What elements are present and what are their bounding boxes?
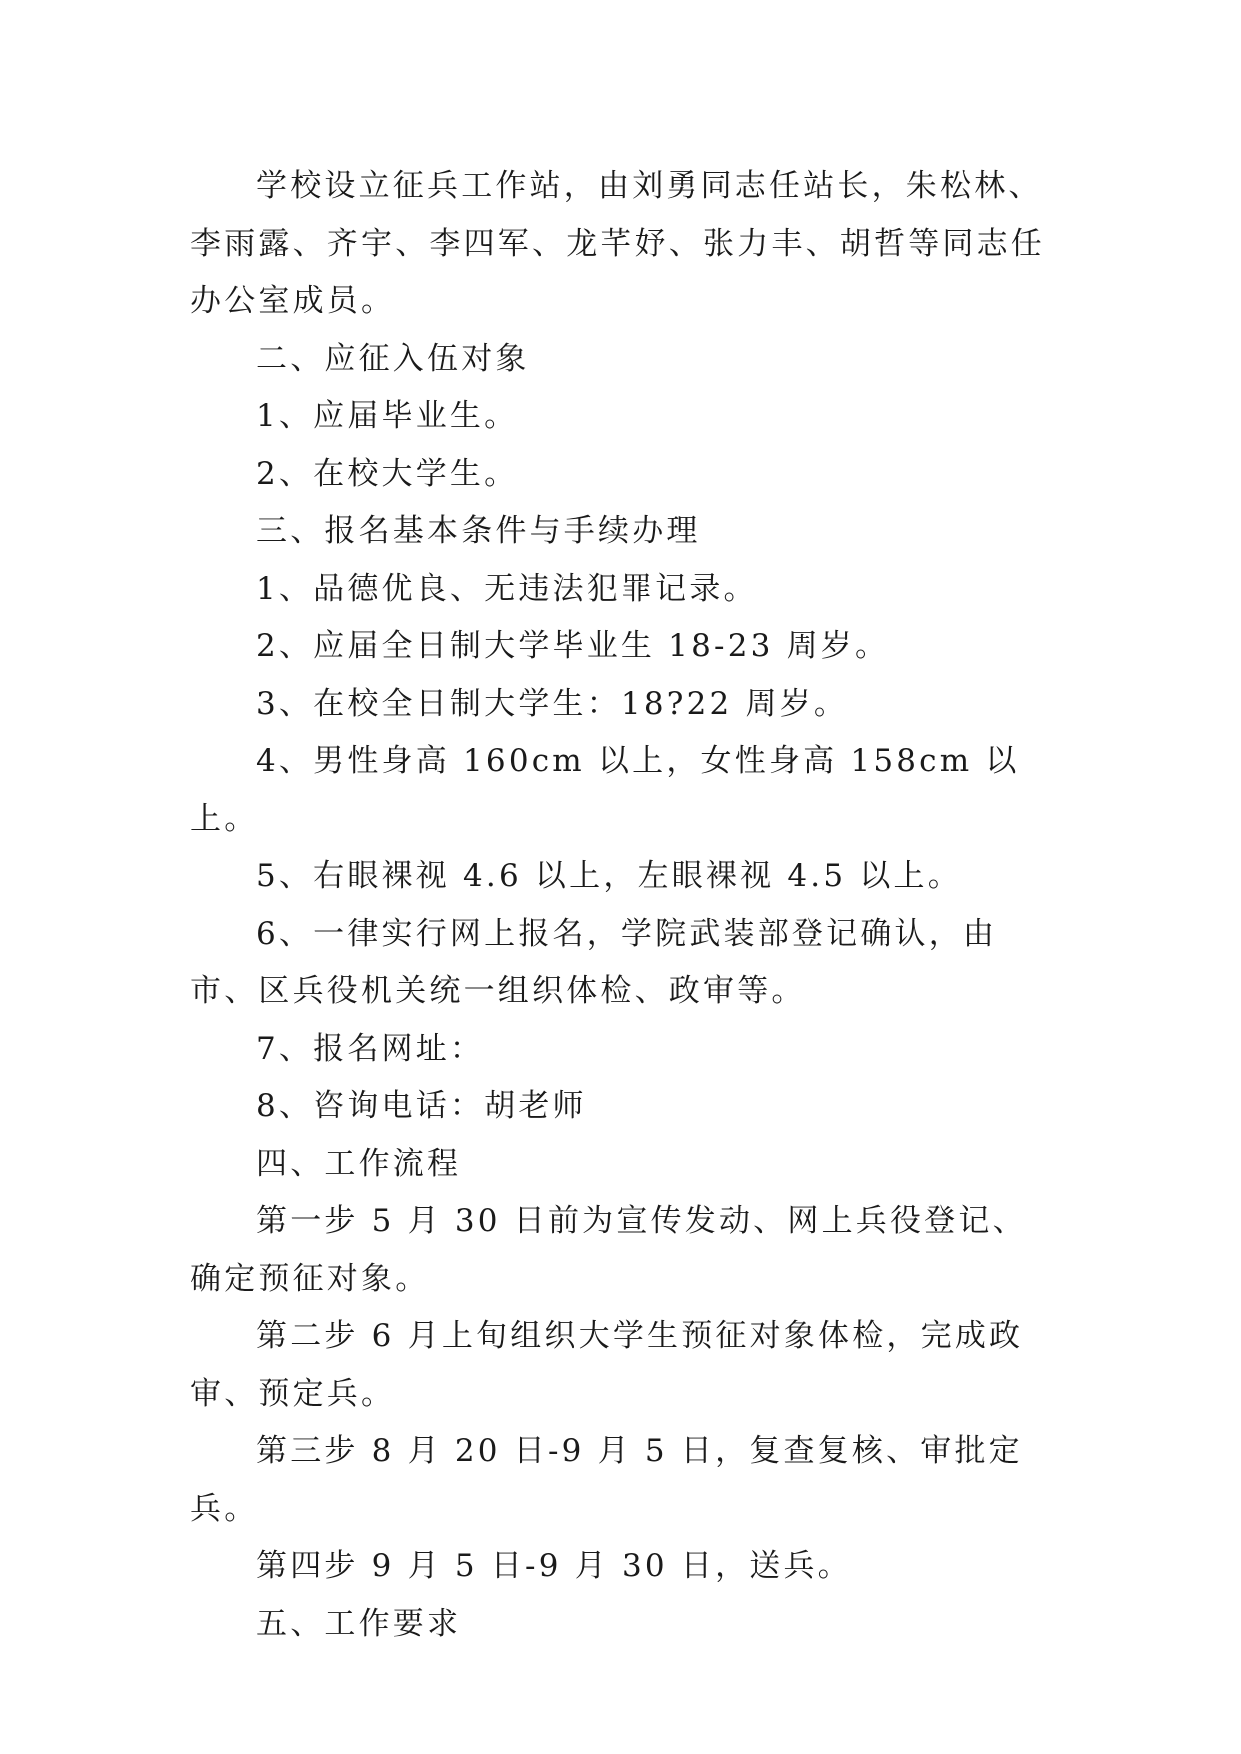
paragraph-station-members: 学校设立征兵工作站，由刘勇同志任站长，朱松林、李雨露、齐宇、李四军、龙芊妤、张力丰、胡哲等同志任办公室成员。: [190, 168, 1045, 319]
list-item: 4、男性身高 160cm 以上，女性身高 158cm 以上。: [190, 743, 1020, 837]
list-item: 1、应届毕业生。: [256, 398, 519, 434]
heading-work-requirements: 五、工作要求: [256, 1605, 462, 1642]
workflow-step: 第一步 5 月 30 日前为宣传发动、网上兵役登记、确定预征对象。: [190, 1203, 1027, 1297]
list-item: 1、品德优良、无违法犯罪记录。: [256, 570, 758, 607]
heading-recruit-targets: 二、应征入伍对象: [256, 340, 530, 377]
heading-workflow: 四、工作流程: [256, 1145, 462, 1182]
list-item: 5、右眼裸视 4.6 以上，左眼裸视 4.5 以上。: [256, 858, 962, 894]
workflow-step: 第二步 6 月上旬组织大学生预征对象体检，完成政审、预定兵。: [190, 1318, 1024, 1412]
list-item: 8、咨询电话：胡老师: [256, 1088, 587, 1124]
workflow-step: 第三步 8 月 20 日-9 月 5 日，复查复核、审批定兵。: [190, 1433, 1023, 1527]
list-item: 6、一律实行网上报名，学院武装部登记确认，由市、区兵役机关统一组织体检、政审等。: [190, 915, 998, 1009]
workflow-step: 第四步 9 月 5 日-9 月 30 日，送兵。: [256, 1548, 852, 1584]
list-item: 2、在校大学生。: [256, 455, 519, 492]
document-body: [190, 158, 1056, 1653]
heading-registration-conditions: 三、报名基本条件与手续办理: [256, 513, 701, 549]
list-item: 2、应届全日制大学毕业生 18-23 周岁。: [256, 628, 890, 664]
list-item: 3、在校全日制大学生：18?22 周岁。: [256, 685, 849, 722]
list-item: 7、报名网址：: [256, 1030, 485, 1067]
